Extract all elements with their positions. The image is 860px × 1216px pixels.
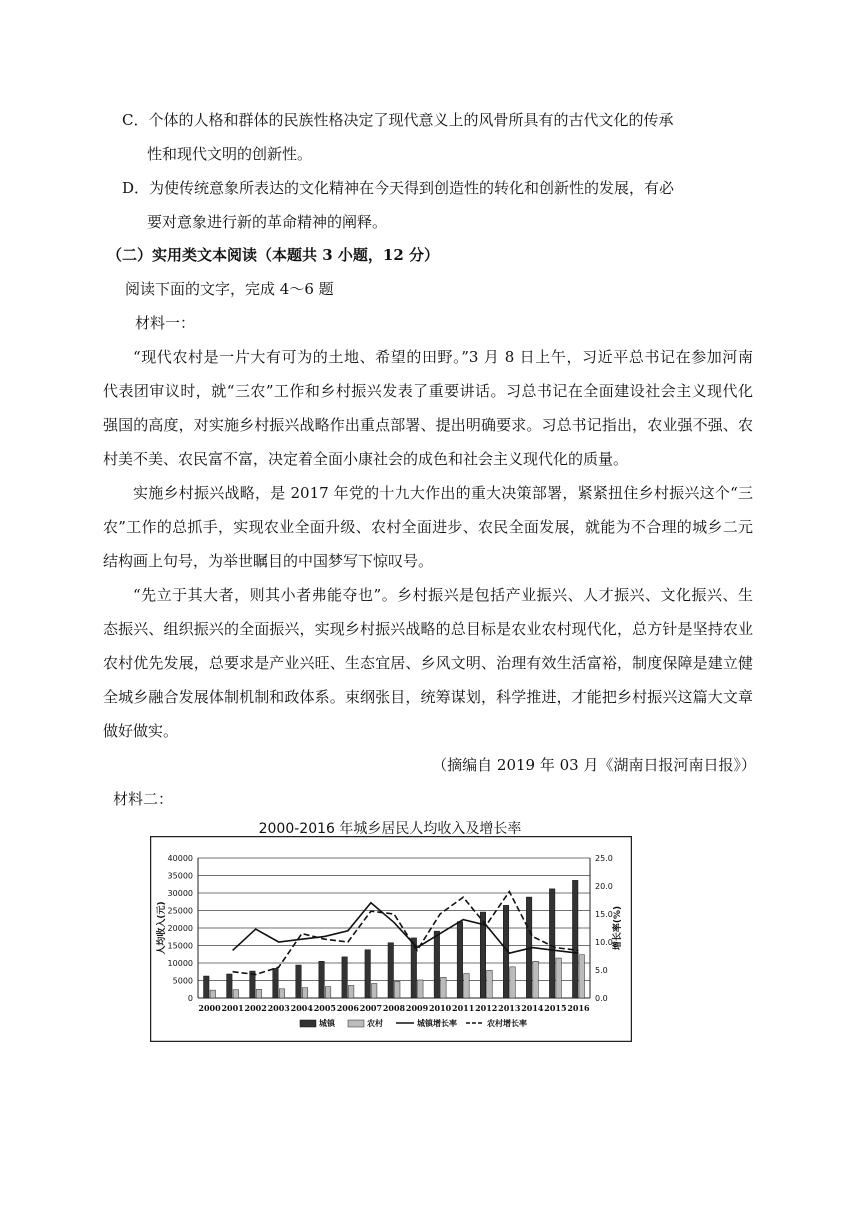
y2-tick-label: 20.0 xyxy=(595,882,613,891)
x-tick-label: 2001 xyxy=(221,1003,244,1013)
y-tick-label: 5000 xyxy=(172,976,193,986)
x-tick-label: 2011 xyxy=(452,1003,475,1013)
x-tick-label: 2007 xyxy=(359,1003,383,1013)
material1-label: 材料一： xyxy=(135,314,196,332)
material2-label: 材料二： xyxy=(113,790,174,808)
bar-urban xyxy=(273,968,279,998)
p3-line4: 全城乡融合发展体制机制和政体系。束纲张目，统筹谋划，科学推进，才能把乡村振兴这篇大文章 xyxy=(103,688,753,706)
x-tick-label: 2012 xyxy=(475,1003,498,1013)
chart-title: 2000-2016 年城乡居民人均收入及增长率 xyxy=(258,821,522,837)
legend-label-rural: 农村 xyxy=(367,1019,383,1028)
bar-rural xyxy=(395,981,401,998)
p1-line1: “现代农村是一片大有可为的土地、希望的田野。”3 月 8 日上午，习近平总书记在参加河南 xyxy=(133,348,753,366)
bar-rural xyxy=(487,970,493,998)
bar-rural xyxy=(279,989,285,998)
y-tick-label: 10000 xyxy=(167,959,193,968)
legend-label-urban: 城镇 xyxy=(319,1019,335,1028)
y-axis-title: 人均收入(元) xyxy=(157,901,167,955)
bar-urban xyxy=(296,965,302,998)
bar-rural xyxy=(556,958,562,998)
y2-axis-title: 增长率(%) xyxy=(613,905,623,951)
p2-line2: 农”工作的总抓手，实现农业全面升级、农村全面进步、农民全面发展，就能为不合理的城乡二元 xyxy=(103,518,753,536)
bar-urban xyxy=(227,974,233,998)
y-tick-label: 40000 xyxy=(167,854,193,863)
bar-rural xyxy=(233,990,239,998)
x-tick-label: 2014 xyxy=(521,1003,544,1013)
bar-rural xyxy=(510,967,516,998)
bar-rural xyxy=(441,977,447,998)
p3-line1: “先立于其大者，则其小者弗能夺也”。乡村振兴是包括产业振兴、人才振兴、文化振兴、生 xyxy=(133,586,753,604)
bar-rural xyxy=(371,984,377,998)
legend-label-rural-growth: 农村增长率 xyxy=(487,1019,527,1028)
bar-urban xyxy=(342,957,348,998)
bar-rural xyxy=(325,987,331,998)
x-tick-label: 2006 xyxy=(336,1003,360,1013)
y-tick-label: 35000 xyxy=(167,871,193,881)
income-chart xyxy=(150,836,632,1042)
p3-line2: 态振兴、组织振兴的全面振兴，实现乡村振兴战略的总目标是农业农村现代化，总方针是坚持农业 xyxy=(103,620,753,638)
section-heading: （二）实用类文本阅读（本题共 3 小题，12 分） xyxy=(107,246,439,264)
bar-rural xyxy=(256,989,262,998)
y-tick-label: 20000 xyxy=(167,924,193,933)
bar-urban xyxy=(388,943,394,998)
bar-rural xyxy=(348,985,354,998)
x-tick-label: 2009 xyxy=(405,1003,429,1013)
source-citation: （摘编自 2019 年 03 月《湖南日报河南日报》） xyxy=(432,756,756,774)
bar-rural xyxy=(464,974,470,998)
y-tick-label: 15000 xyxy=(167,941,193,951)
p3-line5: 做好做实。 xyxy=(103,722,179,740)
option-c-line1: C．个体的人格和群体的民族性格决定了现代意义上的风骨所具有的古代文化的传承 xyxy=(122,111,674,129)
bar-rural xyxy=(579,955,585,998)
p2-line1: 实施乡村振兴战略，是 2017 年党的十九大作出的重大决策部署，紧紧扭住乡村振兴这个“三 xyxy=(133,484,753,502)
bar-rural xyxy=(210,990,216,998)
bar-urban xyxy=(319,961,325,998)
x-tick-label: 2013 xyxy=(498,1003,521,1013)
p1-line3: 强国的高度，对实施乡村振兴战略作出重点部署、提出明确要求。习总书记指出，农业强不强、农 xyxy=(103,416,753,434)
bar-urban xyxy=(572,880,578,998)
option-d-line1: D．为使传统意象所表达的文化精神在今天得到创造性的转化和创新性的发展，有必 xyxy=(122,179,675,197)
y2-tick-label: 25.0 xyxy=(595,854,613,863)
p3-line3: 农村优先发展，总要求是产业兴旺、生态宜居、乡风文明、治理有效生活富裕，制度保障是建立健 xyxy=(103,654,753,672)
bar-urban xyxy=(457,922,463,998)
x-tick-label: 2008 xyxy=(382,1003,406,1013)
legend-swatch-rural xyxy=(348,1020,364,1027)
x-tick-label: 2016 xyxy=(567,1003,590,1013)
y2-tick-label: 10.0 xyxy=(595,938,613,947)
option-c-line2: 性和现代文明的创新性。 xyxy=(147,145,313,163)
x-tick-label: 2000 xyxy=(198,1003,221,1013)
p1-line2: 代表团审议时，就“三农”工作和乡村振兴发表了重要讲话。习总书记在全面建设社会主义现代化 xyxy=(103,382,753,400)
option-d-line2: 要对意象进行新的革命精神的阐释。 xyxy=(147,213,388,231)
y-tick-label: 25000 xyxy=(167,906,193,916)
x-tick-label: 2005 xyxy=(313,1003,336,1013)
y2-tick-label: 5.0 xyxy=(595,966,608,975)
bar-urban xyxy=(365,950,371,998)
instruction: 阅读下面的文字，完成 4～6 题 xyxy=(125,280,334,298)
p2-line3: 结构画上句号，为举世瞩目的中国梦写下惊叹号。 xyxy=(103,552,434,570)
bar-urban xyxy=(434,931,440,998)
bar-rural xyxy=(533,961,539,998)
bar-urban xyxy=(204,976,210,998)
x-tick-label: 2010 xyxy=(428,1003,452,1013)
y2-tick-label: 15.0 xyxy=(595,910,613,919)
y2-tick-label: 0.0 xyxy=(595,994,608,1003)
y-tick-label: 0 xyxy=(187,994,193,1003)
x-tick-label: 2002 xyxy=(244,1003,267,1013)
chart-svg xyxy=(150,836,632,1042)
legend-swatch-urban xyxy=(300,1020,316,1027)
x-tick-label: 2004 xyxy=(290,1003,313,1013)
p1-line4: 村美不美、农民富不富，决定着全面小康社会的成色和社会主义现代化的质量。 xyxy=(103,450,629,468)
bar-rural xyxy=(418,980,424,998)
x-tick-label: 2015 xyxy=(544,1003,567,1013)
bar-urban xyxy=(549,889,555,998)
y-tick-label: 30000 xyxy=(167,889,193,898)
legend-label-urban-growth: 城镇增长率 xyxy=(417,1019,457,1028)
x-tick-label: 2003 xyxy=(267,1003,290,1013)
bar-rural xyxy=(302,988,308,998)
